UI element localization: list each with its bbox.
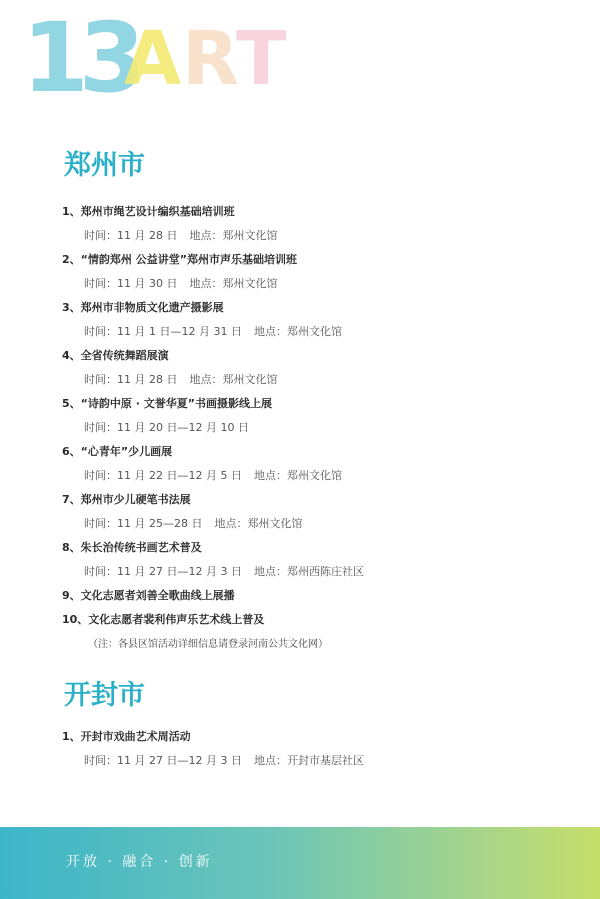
event-place: 地点：郑州文化馆 bbox=[214, 517, 303, 530]
footer-slogan: 开放 · 融合 · 创新 bbox=[66, 854, 213, 870]
event-title: 2、“情韵郑州 公益讲堂”郑州市声乐基础培训班 bbox=[62, 253, 297, 266]
event-time: 时间：11 月 22 日—12 月 5 日 bbox=[84, 469, 242, 482]
event-place: 地点：郑州文化馆 bbox=[189, 277, 278, 290]
event-title: 10、文化志愿者裴利伟声乐艺术线上普及 bbox=[62, 613, 265, 626]
event-title: 4、全省传统舞蹈展演 bbox=[62, 349, 169, 362]
event-title: 3、郑州市非物质文化遗产摄影展 bbox=[62, 301, 224, 314]
event-time: 时间：11 月 27 日—12 月 3 日 bbox=[84, 565, 242, 578]
event-title: 1、郑州市绳艺设计编织基础培训班 bbox=[62, 205, 235, 218]
event-place: 地点：郑州文化馆 bbox=[189, 229, 278, 242]
event-detail bbox=[62, 368, 582, 392]
event-detail bbox=[62, 320, 582, 344]
event-place: 地点：开封市基层社区 bbox=[253, 754, 364, 767]
event-title: 7、郑州市少儿硬笔书法展 bbox=[62, 493, 191, 506]
event-place: 地点：郑州文化馆 bbox=[189, 373, 278, 386]
event-detail bbox=[62, 416, 582, 440]
event-list-kaifeng bbox=[62, 725, 582, 773]
logo-letter-t: T bbox=[236, 16, 287, 102]
event-detail bbox=[62, 560, 582, 584]
event-time: 时间：11 月 1 日—12 月 31 日 bbox=[84, 325, 242, 338]
event-place: 地点：郑州文化馆 bbox=[253, 469, 342, 482]
art-logo bbox=[22, 2, 322, 114]
event-detail bbox=[62, 512, 582, 536]
event-place: 地点：郑州文化馆 bbox=[253, 325, 342, 338]
logo-number: 13 bbox=[22, 2, 136, 114]
event-title: 6、“心青年”少儿画展 bbox=[62, 445, 173, 458]
event-place: 地点：郑州西陈庄社区 bbox=[253, 565, 364, 578]
event-title: 9、文化志愿者刘善全歌曲线上展播 bbox=[62, 589, 235, 602]
footer-band bbox=[0, 827, 600, 899]
logo-letter-r: R bbox=[182, 16, 239, 102]
event-detail bbox=[62, 272, 582, 296]
event-list-zhengzhou bbox=[62, 200, 582, 658]
event-title: 5、“诗韵中原 · 文誉华夏”书画摄影线上展 bbox=[62, 397, 272, 410]
city-title-zhengzhou: 郑州市 bbox=[64, 150, 145, 181]
event-time: 时间：11 月 27 日—12 月 3 日 bbox=[84, 754, 242, 767]
logo-letter-a: A bbox=[124, 16, 182, 102]
event-detail bbox=[62, 224, 582, 248]
event-detail bbox=[62, 464, 582, 488]
event-time: 时间：11 月 20 日—12 月 10 日 bbox=[84, 421, 249, 434]
event-detail bbox=[62, 749, 582, 773]
event-time: 时间：11 月 30 日 bbox=[84, 277, 178, 290]
event-title: 1、开封市戏曲艺术周活动 bbox=[62, 730, 191, 743]
event-time: 时间：11 月 25—28 日 bbox=[84, 517, 203, 530]
event-title: 8、朱长治传统书画艺术普及 bbox=[62, 541, 202, 554]
event-time: 时间：11 月 28 日 bbox=[84, 373, 178, 386]
event-time: 时间：11 月 28 日 bbox=[84, 229, 178, 242]
section-note: （注：各县区馆活动详细信息请登录河南公共文化网） bbox=[88, 639, 328, 650]
city-title-kaifeng: 开封市 bbox=[64, 680, 145, 711]
